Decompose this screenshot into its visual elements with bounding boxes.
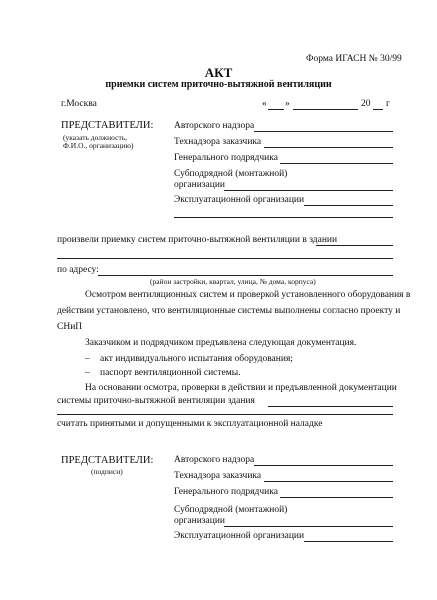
sign-sub-label: Субподрядной (монтажной)	[174, 505, 288, 515]
address-field[interactable]	[98, 275, 393, 276]
sign-customer-label: Технадзора заказчика	[174, 471, 262, 481]
form-code: Форма ИГАСН № 30/99	[306, 54, 402, 64]
para1-line3: СНиП	[57, 322, 83, 332]
address-hint: (район застройки, квартал, улица, № дома, корпуса)	[150, 277, 316, 286]
building-accept-field[interactable]	[268, 406, 393, 407]
rep-author-field[interactable]	[254, 131, 393, 132]
rep-sub-label: Субподрядной (монтажной)	[174, 169, 288, 179]
accepted-text: считать принятыми и допущенными к эксплуатационной наладке	[57, 419, 323, 429]
doc-bullet-1: –	[85, 354, 90, 364]
date-year-prefix: 20	[361, 99, 371, 109]
rep-customer-label: Технадзора заказчика	[174, 137, 262, 147]
sign-author-field[interactable]	[254, 465, 393, 466]
rep-exploit-label: Эксплуатационной организации	[174, 195, 305, 205]
reception-text: произвели приемку систем приточно-вытяжной вентиляции в здании	[57, 235, 338, 245]
date-open-quote: «	[262, 99, 267, 109]
document-title: АКТ	[204, 65, 233, 80]
rep-sub-field[interactable]	[224, 190, 393, 191]
sign-general-field[interactable]	[280, 497, 393, 498]
para2: Заказчиком и подрядчиком предъявлена следующая документация.	[85, 338, 357, 348]
sign-exploit-field[interactable]	[304, 541, 393, 542]
rep-customer-field[interactable]	[264, 147, 393, 148]
city: г.Москва	[61, 99, 97, 109]
para3-line2: системы приточно-вытяжной вентиляции здания	[57, 396, 255, 406]
sign-hint: (подписи)	[91, 467, 123, 476]
para1-line1: Осмотром вентиляционных систем и проверкой установленного оборудования в	[85, 290, 411, 300]
date-year-field[interactable]	[373, 109, 383, 110]
sign-customer-field[interactable]	[264, 481, 393, 482]
rep-general-label: Генерального подрядчика	[174, 153, 278, 163]
doc-item-1: акт индивидуального испытания оборудования;	[100, 354, 293, 364]
para1-line2: действии установлено, что вентиляционные системы выполнены согласно проекту и	[57, 306, 401, 316]
doc-bullet-2: –	[85, 368, 90, 378]
reps-hint-1: (указать должность,	[63, 133, 128, 142]
date-close-quote: »	[285, 99, 290, 109]
address-label: по адресу:	[57, 265, 99, 275]
rep-general-field[interactable]	[280, 163, 393, 164]
date-day-field[interactable]	[268, 109, 284, 110]
para3-line1: На основании осмотра, проверки в действии и предъявленной документации	[85, 383, 397, 393]
date-month-field[interactable]	[293, 109, 358, 110]
sign-exploit-label: Эксплуатационной организации	[174, 531, 305, 541]
doc-item-2: паспорт вентиляционной системы.	[100, 368, 241, 378]
building-accept-field-2[interactable]	[57, 414, 393, 415]
building-field[interactable]	[316, 245, 393, 246]
rep-author-label: Авторского надзора	[174, 121, 255, 131]
rep-extra-field[interactable]	[174, 217, 393, 218]
sign-author-label: Авторского надзора	[174, 455, 255, 465]
sign-sub-field[interactable]	[224, 526, 393, 527]
reps-hint-2: Ф.И.О., организацию)	[63, 141, 134, 150]
rep-sub-label-2: организации	[174, 180, 226, 190]
rep-exploit-field[interactable]	[304, 205, 393, 206]
reps-heading: ПРЕДСТАВИТЕЛИ:	[61, 120, 154, 131]
sign-general-label: Генерального подрядчика	[174, 487, 278, 497]
sign-heading: ПРЕДСТАВИТЕЛИ:	[61, 455, 154, 466]
date-year-suffix: г	[386, 99, 390, 109]
document-subtitle: приемки систем приточно-вытяжной вентиляции	[105, 79, 332, 90]
sign-sub-label-2: организации	[174, 516, 226, 526]
building-field-2[interactable]	[57, 258, 393, 259]
